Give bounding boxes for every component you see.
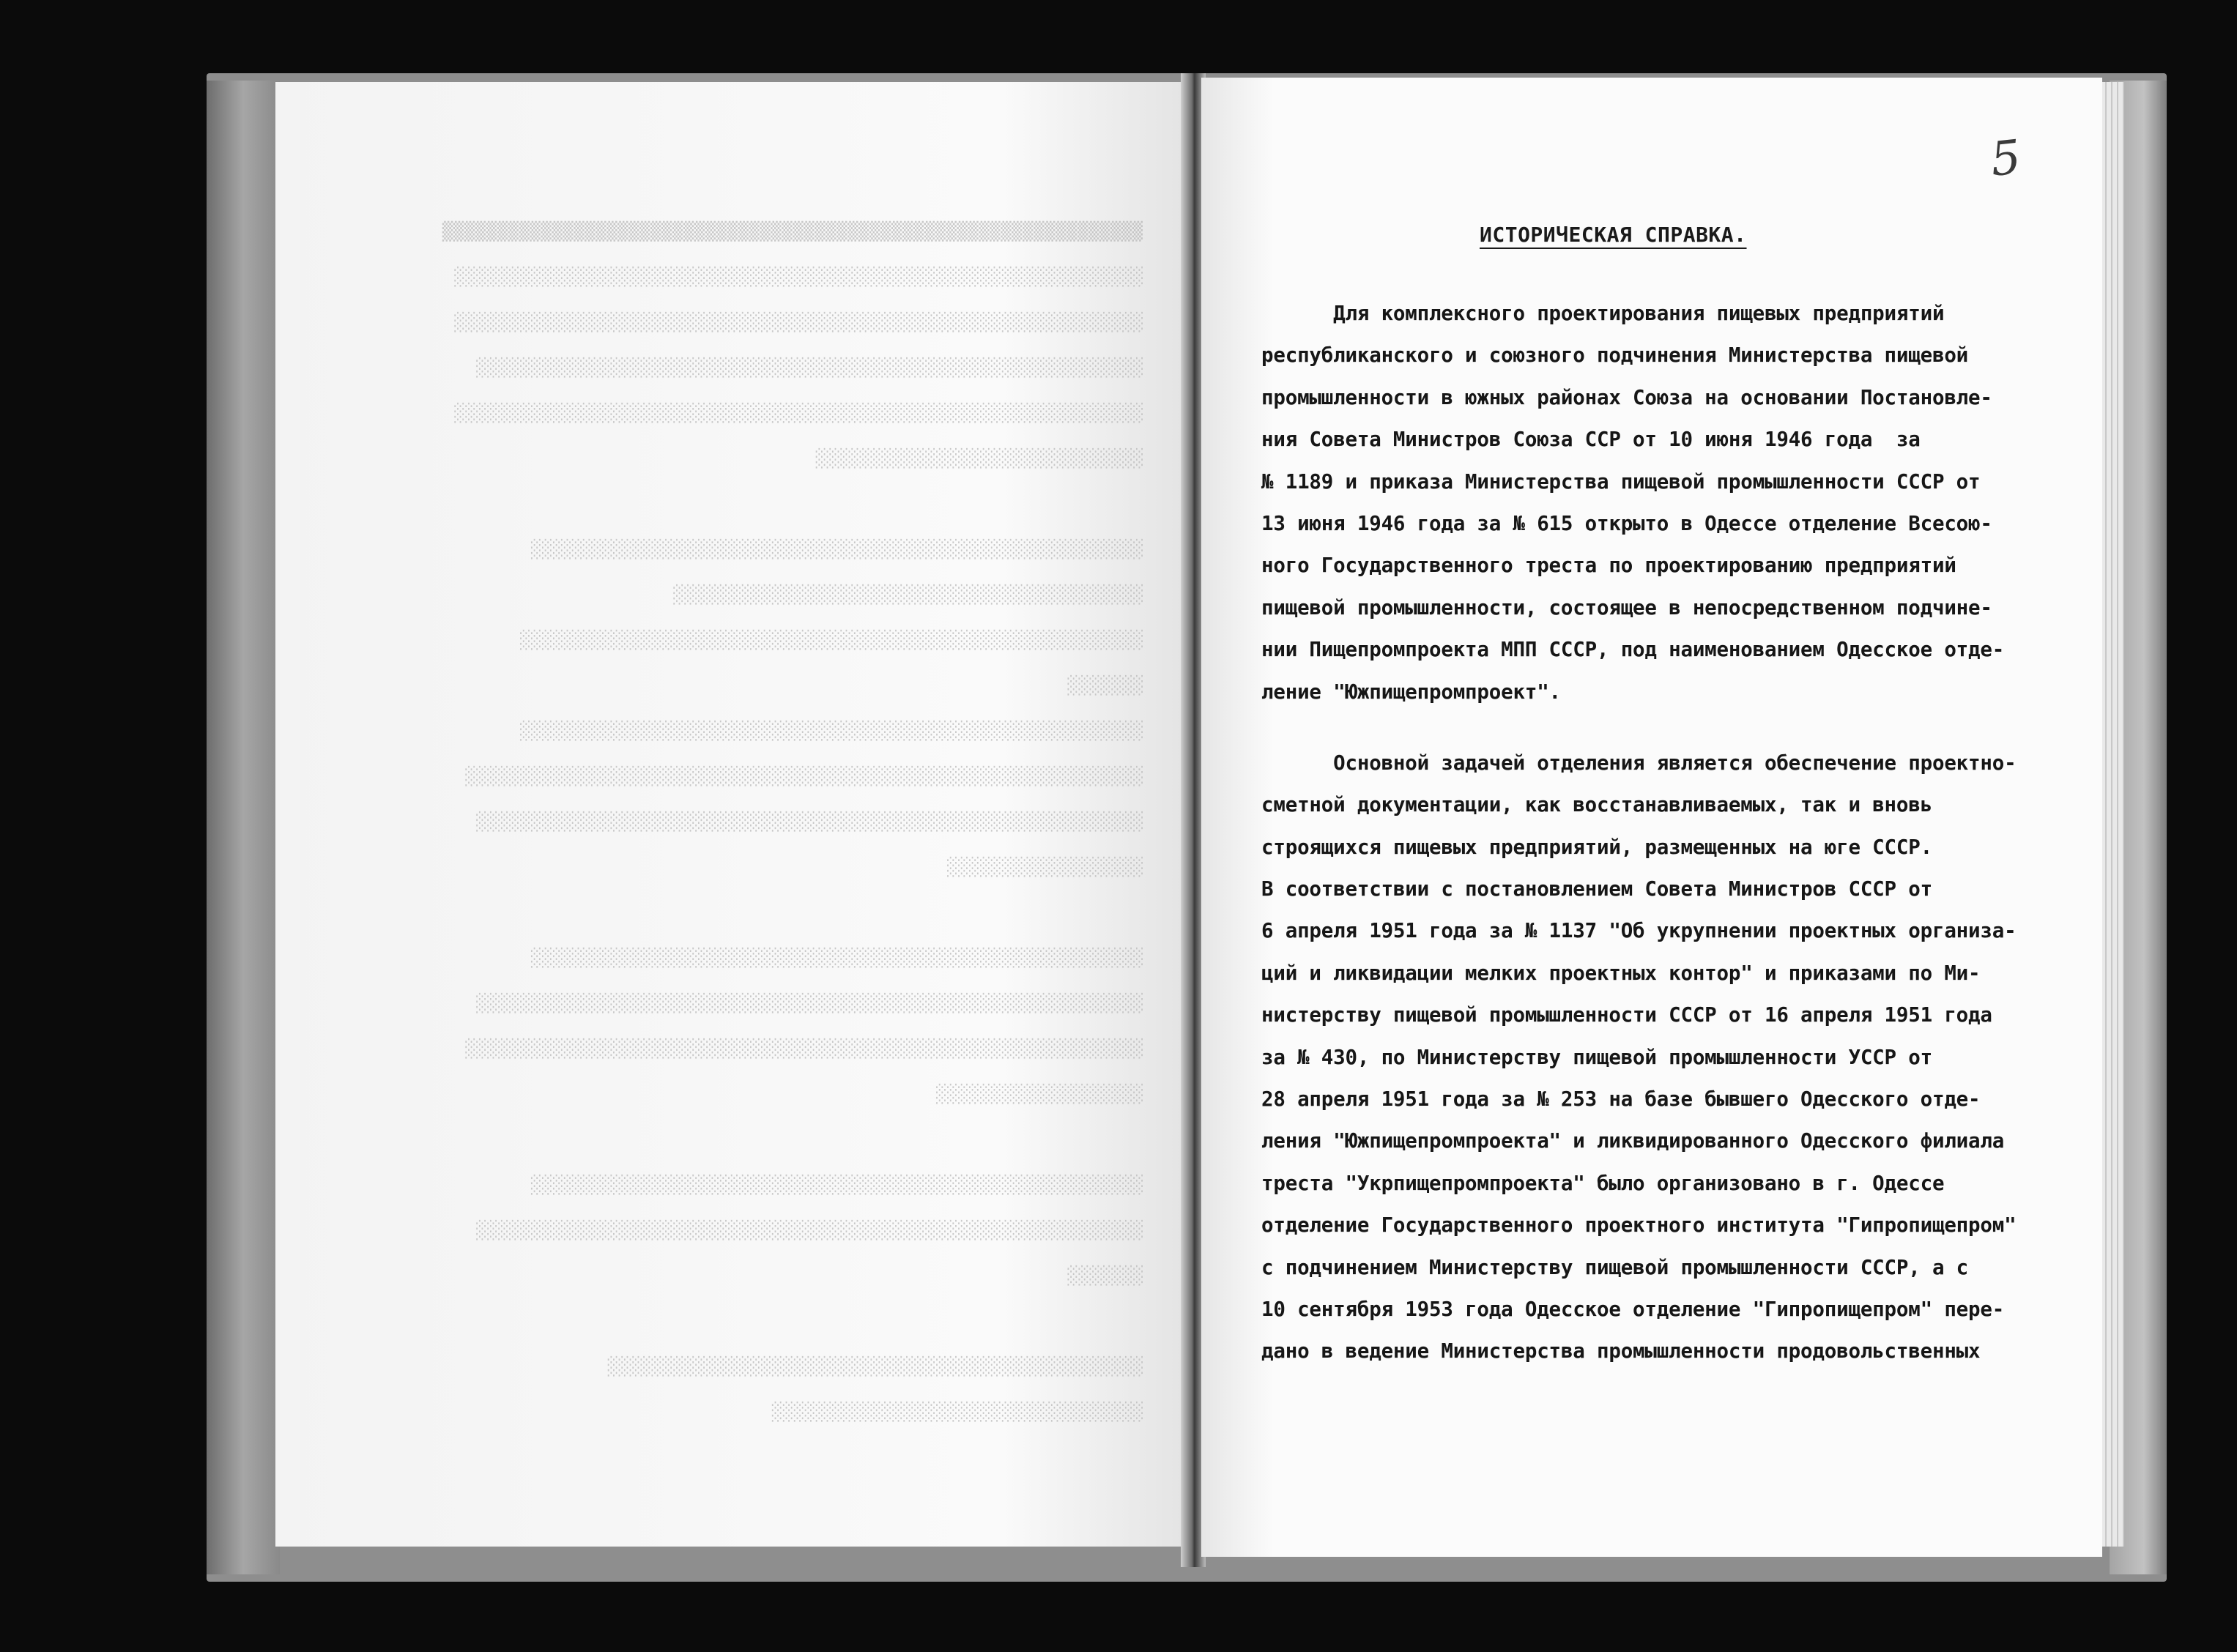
text-line: пищевой промышленности, состоящее в непосредственном подчине- bbox=[1261, 595, 1992, 620]
text-line: 13 июня 1946 года за № 615 открыто в Одессе отделение Всесою- bbox=[1261, 511, 1992, 535]
document-body bbox=[1261, 293, 2074, 1373]
text-line: 10 сентября 1953 года Одесское отделение "Гипропищепром" пере- bbox=[1261, 1297, 2005, 1321]
text-line: дано в ведение Министерства промышленности продовольственных bbox=[1261, 1339, 1981, 1363]
text-line: отделение Государственного проектного института "Гипропищепром" bbox=[1261, 1213, 2017, 1238]
cover-left-edge bbox=[207, 81, 280, 1574]
text-line: Для комплексного проектирования пищевых предприятий bbox=[1261, 302, 1945, 325]
paragraph-2 bbox=[1261, 743, 2074, 1373]
text-line: ление "Южпищепромпроект". bbox=[1261, 680, 1561, 704]
document-title: ИСТОРИЧЕСКАЯ СПРАВКА. bbox=[1480, 223, 1747, 247]
text-line: за № 430, по Министерству пищевой промышленности УССР от bbox=[1261, 1045, 1932, 1069]
text-line: Основной задачей отделения является обеспечение проектно- bbox=[1261, 751, 2017, 775]
text-line: строящихся пищевых предприятий, размещенных на юге СССР. bbox=[1261, 835, 1932, 859]
paragraph-gap bbox=[1261, 713, 2074, 743]
left-page-bleed-through: ▒▒▒▒▒▒▒▒▒▒▒▒▒▒▒▒▒▒▒▒▒▒▒▒▒▒▒▒▒▒▒▒▒▒▒▒▒▒▒▒▒▒▒▒▒▒▒▒▒▒▒▒▒▒▒▒▒▒▒▒▒▒▒▒ ░░░░░░░░░░░░░░░░░░░░░░░░░░░░░░░░░░░░░░░░░░░░░░░░░░░░░░░░░░░░░░░ ░░░░░░░░░░░░░░░░░░░░░░░░░░░░░░░░░░░░░░░░░░░░░░░░░░░░░░░░░░░░░░░ ░░░░░░░░░░░░░░░░░░░░░░░░░░░░░░░░░░░░░░░░░░░░░░░░░░░░░░░░░░░░░ ░░░░░░░░░░░░░░░░░░░░░░░░░░░░░░░░░░░░░░░░░░░░░░░░░░░░░░░░░░░░░░░ ░░░░░░░░░░░░░░░░░░░░░░░░░░░░░░ ░░░░░░░░░░░░░░░░░░░░░░░░░░░░░░░░░░░░░░░░░░░░░░░░░░░░░░░░ ░░░░░░░░░░░░░░░░░░░░░░░░░░░░░░░░░░░░░░░░░░░ ░░░░░░░░░░░░░░░░░░░░░░░░░░░░░░░░░░░░░░░░░░░░░░░░░░░░░░░░░ ░░░░░░░ ░░░░░░░░░░░░░░░░░░░░░░░░░░░░░░░░░░░░░░░░░░░░░░░░░░░░░░░░░ ░░░░░░░░░░░░░░░░░░░░░░░░░░░░░░░░░░░░░░░░░░░░░░░░░░░░░░░░░░░░░░ ░░░░░░░░░░░░░░░░░░░░░░░░░░░░░░░░░░░░░░░░░░░░░░░░░░░░░░░░░░░░░ ░░░░░░░░░░░░░░░░░░ ░░░░░░░░░░░░░░░░░░░░░░░░░░░░░░░░░░░░░░░░░░░░░░░░░░░░░░░░ ░░░░░░░░░░░░░░░░░░░░░░░░░░░░░░░░░░░░░░░░░░░░░░░░░░░░░░░░░░░░░ ░░░░░░░░░░░░░░░░░░░░░░░░░░░░░░░░░░░░░░░░░░░░░░░░░░░░░░░░░░░░░░ ░░░░░░░░░░░░░░░░░░░ ░░░░░░░░░░░░░░░░░░░░░░░░░░░░░░░░░░░░░░░░░░░░░░░░░░░░░░░░ ░░░░░░░░░░░░░░░░░░░░░░░░░░░░░░░░░░░░░░░░░░░░░░░░░░░░░░░░░░░░░ ░░░░░░░ ░░░░░░░░░░░░░░░░░░░░░░░░░░░░░░░░░░░░░░░░░░░░░░░░░ ░░░░░░░░░░░░░░░░░░░░░░░░░░░░░░░░░░ bbox=[442, 221, 1143, 1422]
text-line: ного Государственного треста по проектированию предприятий bbox=[1261, 554, 1956, 578]
text-line: ций и ликвидации мелких проектных контор" и приказами по Ми- bbox=[1261, 961, 1981, 985]
text-line: ния Совета Министров Союза ССР от 10 июня 1946 года за bbox=[1261, 428, 1921, 452]
text-line: 6 апреля 1951 года за № 1137 "Об укрупнении проектных организа- bbox=[1261, 919, 2017, 943]
text-line: нистерству пищевой промышленности СССР от 16 апреля 1951 года bbox=[1261, 1003, 1992, 1027]
text-line: № 1189 и приказа Министерства пищевой промышленности СССР от bbox=[1261, 469, 1981, 494]
page-number: 5 bbox=[1988, 130, 2024, 187]
text-line: с подчинением Министерству пищевой промышленности СССР, а с bbox=[1261, 1255, 1969, 1279]
text-line: республиканского и союзного подчинения Министерства пищевой bbox=[1261, 343, 1969, 368]
text-line: сметной документации, как восстанавливаемых, так и вновь bbox=[1261, 793, 1932, 817]
text-line: промышленности в южных районах Союза на основании Постановле- bbox=[1261, 385, 1992, 409]
text-line: ления "Южпищепромпроекта" и ликвидированного Одесского филиала bbox=[1261, 1129, 2005, 1153]
text-line: треста "Укрпищепромпроекта" было организовано в г. Одессе bbox=[1261, 1171, 1945, 1195]
text-line: В соответствии с постановлением Совета Министров СССР от bbox=[1261, 877, 1932, 901]
text-line: нии Пищепромпроекта МПП СССР, под наименованием Одесское отде- bbox=[1261, 638, 2005, 662]
text-line: 28 апреля 1951 года за № 253 на базе бывшего Одесского отде- bbox=[1261, 1087, 1981, 1112]
paragraph-1 bbox=[1261, 293, 2074, 713]
